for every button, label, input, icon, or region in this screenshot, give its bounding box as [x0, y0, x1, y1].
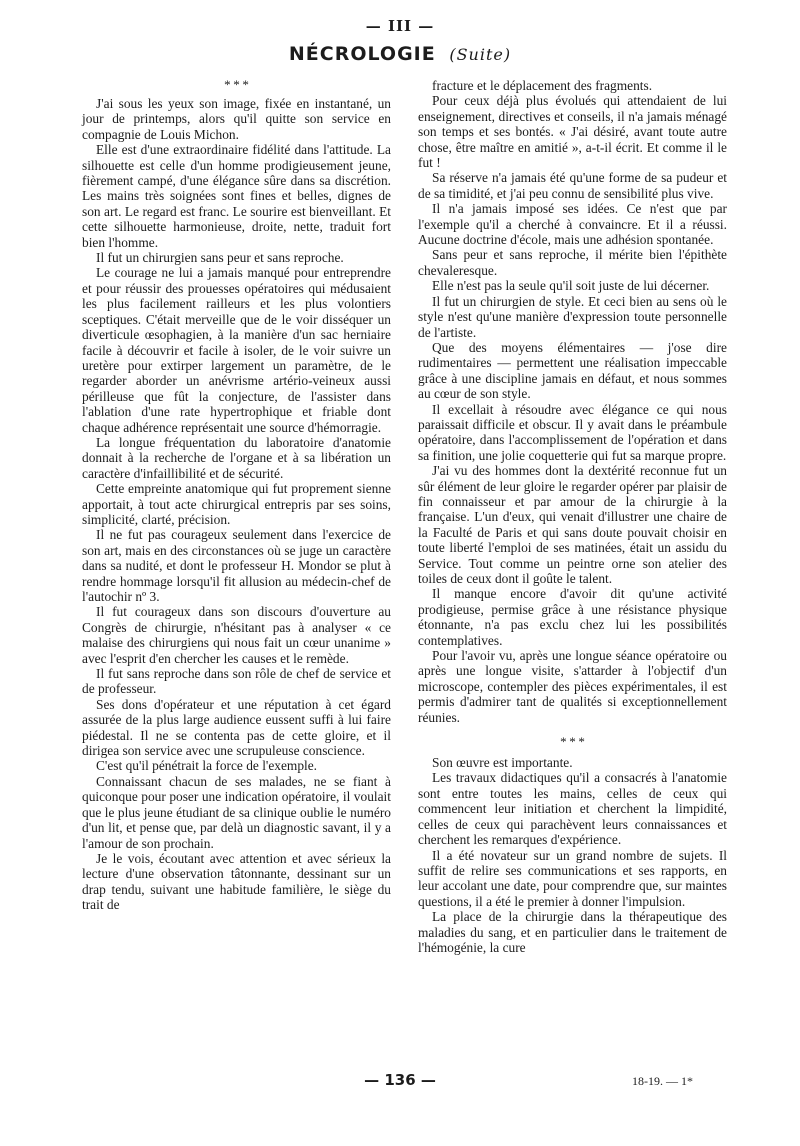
paragraph: Elle n'est pas la seule qu'il soit juste de lui décerner. [432, 278, 710, 294]
section-title [0, 43, 800, 65]
paragraph: Ses dons d'opérateur et une réputation à cet égard assurée de la plus large audience eussent suffi à lui faire piédestal. Il ne se contenta pas de cette gloire, et il dirigea son service avec une scrupuleuse conscience. [82, 696, 391, 759]
paragraph: Connaissant chacun de ses malades, ne se fiant à quiconque pour poser une indication opératoire, il voulait que le plus jeune étudiant de sa clinique oublie le numéro d'un lit, et pense que, par delà un diagnostic savant, il y a l'amour de son prochain. [82, 773, 391, 851]
asterism-divider: * * * [224, 77, 249, 92]
paragraph: fracture et le déplacement des fragments. [432, 78, 653, 93]
paragraph: Les travaux didactiques qu'il a consacrés à l'anatomie sont entre toutes les mains, celles de ceux qui commencent leur initiation et cherchent la limpidité, celles de ceux qui parachèvent leurs connaissances et cherchent les remarques d'expérience. [418, 770, 727, 848]
right-paragraphs-part2 [418, 755, 727, 955]
running-head-roman: — III — [365, 17, 435, 35]
paragraph: Sans peur et sans reproche, il mérite bien l'épithète chevaleresque. [418, 247, 727, 278]
page-number: — 136 — [364, 1071, 436, 1089]
paragraph: Je le vois, écoutant avec attention et avec sérieux la lecture d'une observation tâtonnante, dessinant sur un drap tendu, suivant une habitude familière, le siège du trait de [82, 850, 391, 913]
section-title-suffix: (Suite) [449, 45, 512, 64]
right-column [418, 78, 727, 955]
left-paragraphs [82, 96, 391, 913]
paragraph: Il excellait à résoudre avec élégance ce qui nous paraissait difficile et obscur. Il y avait dans le préambule opératoire, dans l'accomplissement de l'opération et dans sa finition, une jolie coquetterie qui fut sa marque propre. [418, 401, 727, 463]
paragraph: Il fut un chirurgien de style. Et ceci bien au sens où le style n'est qu'une manière d'expression toute personnelle de l'artiste. [418, 293, 727, 340]
paragraph: Sa réserve n'a jamais été qu'une forme de sa pudeur et de sa timidité, et j'ai peu connu de sensibilité plus vive. [418, 170, 727, 201]
left-column [82, 78, 391, 913]
paragraph: Elle est d'une extraordinaire fidélité dans l'attitude. La silhouette est celle d'un homme prodigieusement jeune, fièrement campé, d'une élégance sûre dans sa discrétion. Les mains très soignées sont fines et belles, dignes de son art. Le regard est franc. Le sourire est bienveillant. Et cette silhouette harmonieuse, droite, nette, traduit fort bien l'homme. [82, 142, 391, 250]
paragraph: Pour l'avoir vu, après une longue séance opératoire ou après une longue visite, s'attarder à l'objectif d'un microscope, contempler des pièces expérimentales, il est permis d'admirer tant de qualités si exceptionnellement réunies. [418, 648, 727, 725]
paragraph: Il a été novateur sur un grand nombre de sujets. Il suffit de relire ses communications et ses rapports, en leur accolant une date, pour comprendre que, sur maintes questions, il a été le premier à donner l'impulsion. [418, 847, 727, 909]
paragraph: Que des moyens élémentaires — j'ose dire rudimentaires — permettent une réalisation impeccable grâce à une discipline jamais en défaut, et nous sommes au cœur de son style. [418, 339, 727, 402]
printer-signature: 18-19. — 1* [632, 1074, 693, 1088]
paragraph: Il fut sans reproche dans son rôle de chef de service et de professeur. [82, 666, 391, 697]
right-paragraphs-part1 [418, 78, 727, 725]
paragraph: J'ai sous les yeux son image, fixée en instantané, un jour de printemps, alors qu'il quitte son service en compagnie de Louis Michon. [82, 96, 391, 142]
asterism-divider: * * * [560, 734, 585, 750]
paragraph: Il fut un chirurgien sans peur et sans reproche. [96, 250, 344, 266]
paragraph: J'ai vu des hommes dont la dextérité reconnue fut un sûr élément de leur gloire le regarder opérer par plaisir de fin connaisseur et par amour de la chirurgie à la française. L'un d'eux, qui venait d'illustrer une chaire de la Faculté de Paris et qui sans doute pouvait choisir en toute liberté l'emploi de ses matinées, était un assidu du Service. Tout comme un peintre orne son atelier des toiles de ceux dont il goûte le talent. [418, 463, 727, 586]
paragraph: Il fut courageux dans son discours d'ouverture au Congrès de chirurgie, n'hésitant pas à analyser « ce malaise des chirurgiens qui nous fait un cœur unanime » avec l'esprit d'en chercher les causes et le remède. [82, 604, 391, 666]
paragraph: Il ne fut pas courageux seulement dans l'exercice de son art, mais en des circonstances où se juge un caractère dans sa nudité, et dont le professeur H. Mondor se plut à rendre hommage lorsqu'il fit allusion au médecin-chef de l'autochir nº 3. [82, 527, 391, 604]
paragraph: La place de la chirurgie dans la thérapeutique des maladies du sang, et en particulier dans le traitement de l'hémogénie, la cure [418, 909, 727, 955]
paragraph: Pour ceux déjà plus évolués qui attendaient de lui enseignement, directives et conseils, il n'a jamais ménagé son temps et ses bontés. « J'ai désiré, avant toute autre chose, être maître en amitié », a-t-il écrit. Et comme il le fut ! [418, 93, 727, 171]
paragraph: Il manque encore d'avoir dit qu'une activité prodigieuse, permise grâce à une résistance physique étonnante, n'a pas exclu chez lui les possibilités contemplatives. [418, 586, 727, 648]
paragraph: Son œuvre est importante. [432, 755, 573, 771]
paragraph: C'est qu'il pénétrait la force de l'exemple. [96, 758, 318, 774]
paragraph: La longue fréquentation du laboratoire d'anatomie donnait à la recherche de l'organe et à sa libération un caractère d'infaillibilité et de sécurité. [82, 434, 391, 481]
paragraph: Il n'a jamais imposé ses idées. Ce n'est que par l'exemple qu'il a cherché à convaincre. Et il a réussi. Aucune doctrine d'école, mais une adhésion spontanée. [418, 201, 727, 248]
paragraph: Le courage ne lui a jamais manqué pour entreprendre et pour réussir des prouesses opératoires qui médusaient les plus facilement railleurs et les plus volontiers sceptiques. C'était merveille que de le voir disséquer un diverticule œsophagien, à la manière d'un sac herniaire facile à découvrir et facile à isoler, de le voir suivre un uretère pour extirper largement un paramètre, de le regarder aborder un anévrisme artério-veineux aussi périlleuse que fût la conjecture, de l'assister dans l'ablation d'une rate hypertrophique et friable dont chaque adhérence représentait une source d'hémorragie. [82, 265, 391, 435]
paragraph: Cette empreinte anatomique qui fut proprement sienne apportait, à tout acte chirurgical entrepris par ses soins, simplicité, clarté, précision. [82, 481, 391, 527]
section-title-text: NÉCROLOGIE [288, 43, 436, 65]
